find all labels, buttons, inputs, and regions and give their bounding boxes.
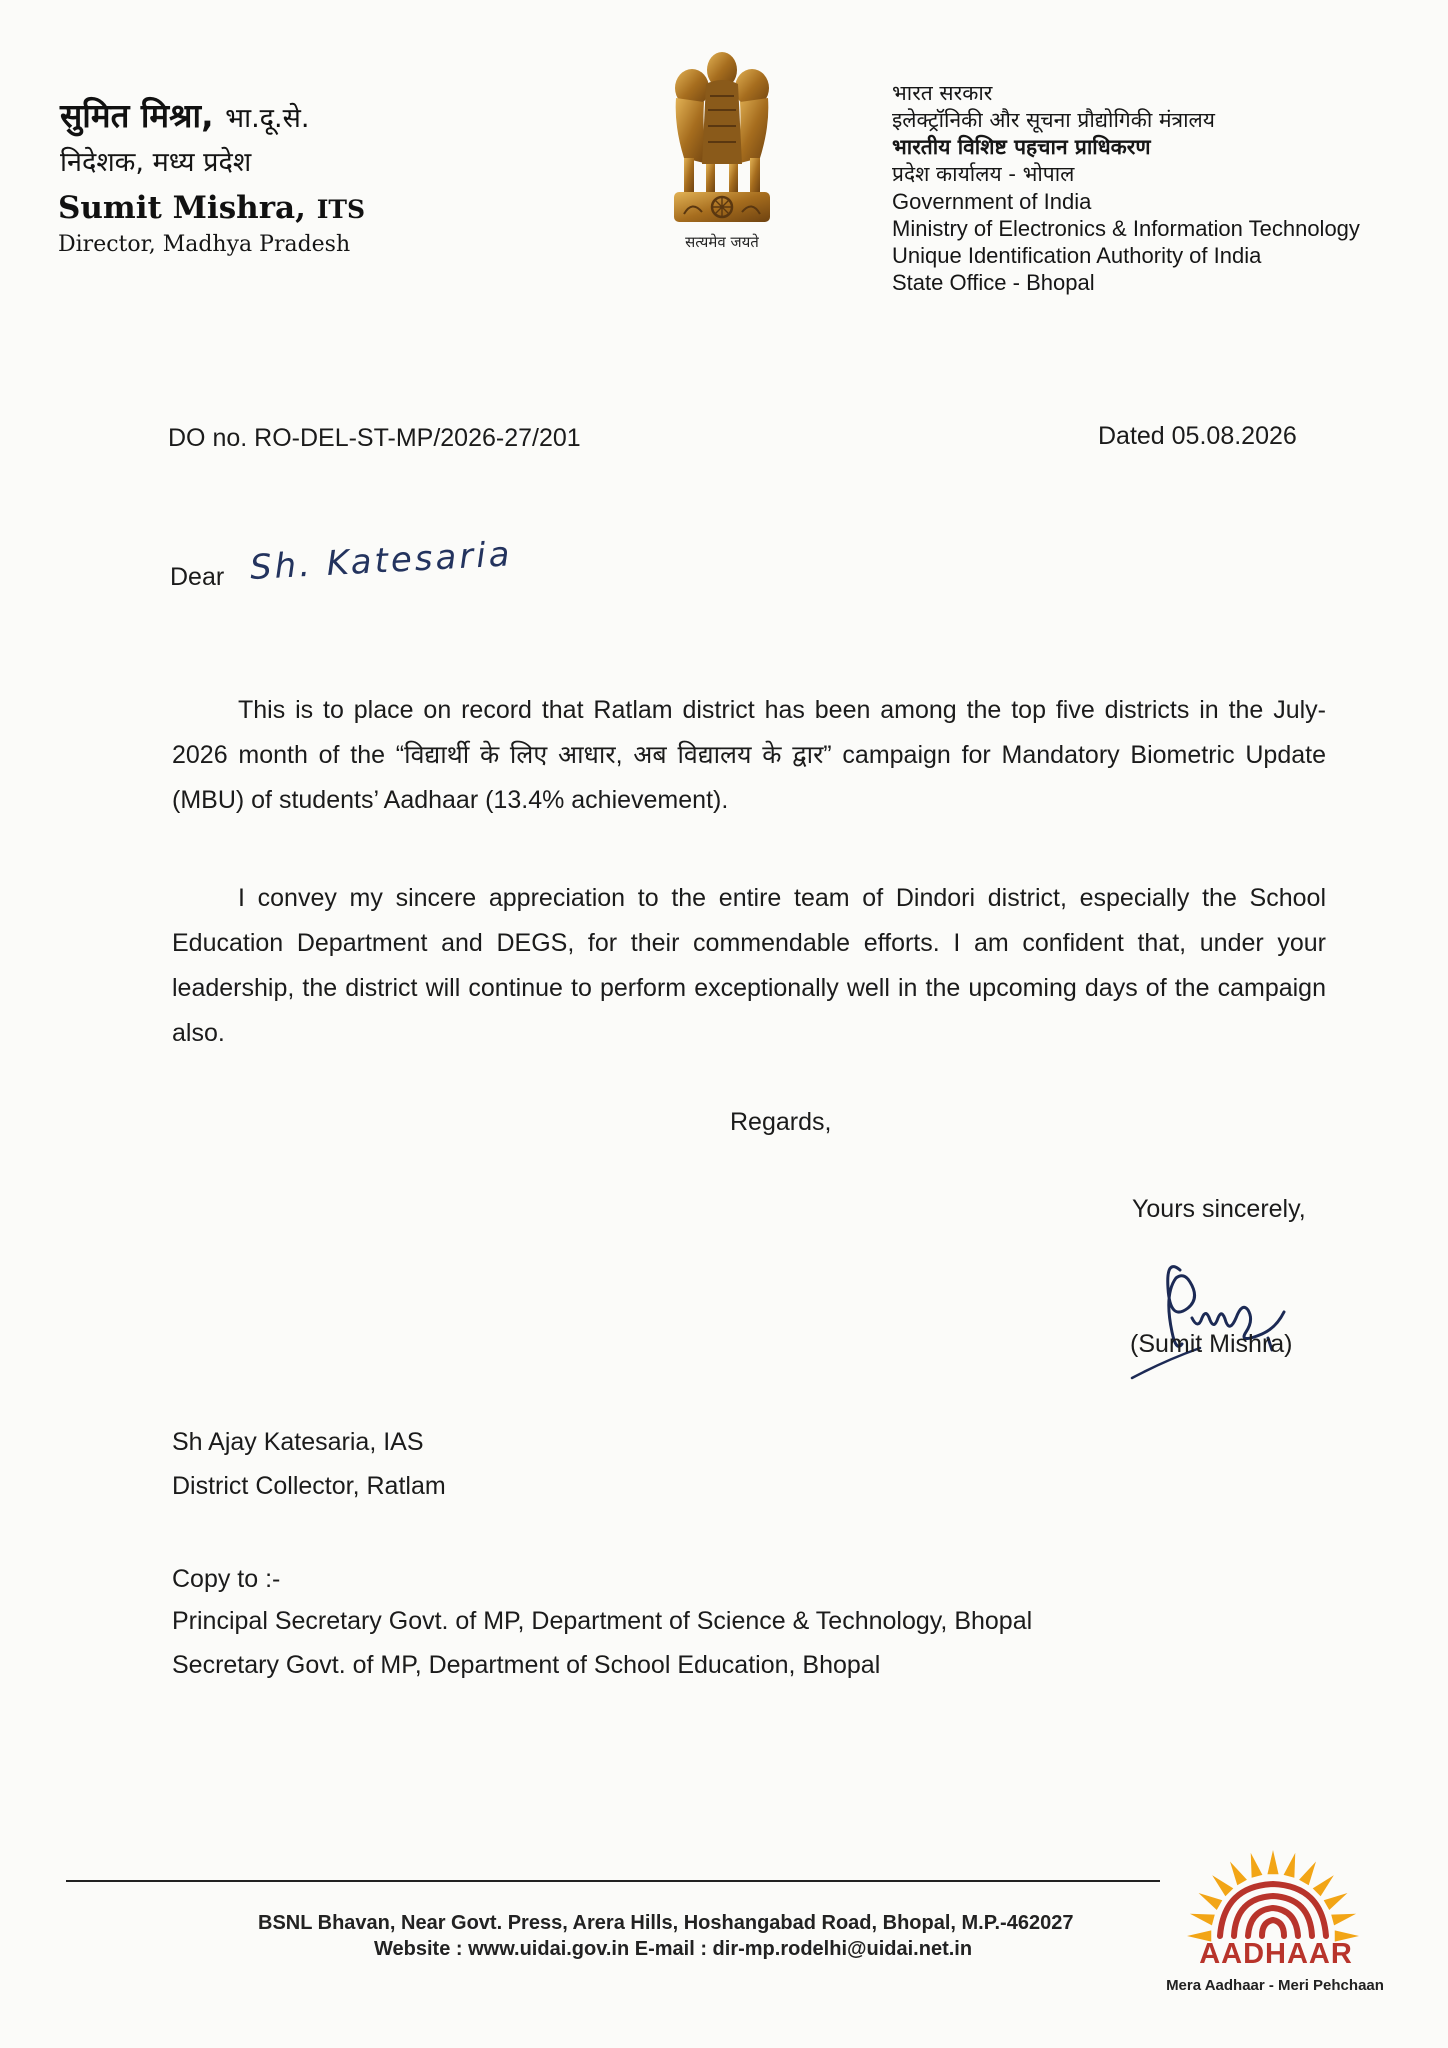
sun-ray: [1313, 1875, 1334, 1896]
salutation: Dear: [170, 563, 225, 591]
footer-address: BSNL Bhavan, Near Govt. Press, Arera Hills, Hoshangabad Road, Bhopal, M.P.-462027: [258, 1912, 1074, 1934]
org-hindi-line-3: भारतीय विशिष्ट पहचान प्राधिकरण: [892, 135, 1151, 159]
sun-ray: [1299, 1862, 1316, 1886]
org-hindi-line-2: इलेक्ट्रॉनिकी और सूचना प्रौद्योगिकी मंत्रालय: [892, 108, 1215, 132]
org-english-line-3: Unique Identification Authority of India: [892, 243, 1262, 268]
org-hindi-line-4: प्रदेश कार्यालय - भोपाल: [892, 162, 1075, 186]
org-english-line-4: State Office - Bhopal: [892, 270, 1095, 295]
copy-to-label: Copy to :-: [172, 1565, 281, 1593]
sun-ray: [1230, 1862, 1247, 1886]
yours-sincerely: Yours sincerely,: [1132, 1195, 1306, 1223]
do-number: DO no. RO-DEL-ST-MP/2026-27/201: [168, 424, 581, 452]
sun-ray: [1251, 1853, 1263, 1878]
signer-name: (Sumit Mishra): [1130, 1330, 1293, 1358]
emblem-motto: सत्यमेव जयते: [685, 233, 759, 251]
sun-ray: [1212, 1875, 1233, 1896]
sun-ray: [1331, 1914, 1356, 1926]
sender-service-english: ITS: [316, 195, 366, 224]
organization-block: [892, 80, 1360, 296]
addressee-designation: District Collector, Ratlam: [172, 1472, 446, 1500]
sun-ray: [1190, 1914, 1215, 1926]
signature-icon: [1126, 1248, 1306, 1380]
org-english-line-2: Ministry of Electronics & Information Technology: [892, 216, 1360, 241]
sender-name-hindi: सुमित मिश्रा, भा.दू.से.: [60, 96, 310, 135]
org-english-line-1: Government of India: [892, 189, 1092, 214]
addressee-name: Sh Ajay Katesaria, IAS: [172, 1428, 424, 1456]
sender-title-hindi: निदेशक, मध्य प्रदेश: [60, 147, 252, 178]
sender-title-english: Director, Madhya Pradesh: [58, 232, 351, 257]
regards: Regards,: [730, 1108, 832, 1136]
body-paragraph-2: I convey my sincere appreciation to the entire team of Dindori district, especially the School Education Department and DEGS, for their commendable efforts. I am confident that, under your leadership, the district will continue to perform exceptionally well in the upcoming days of the campaign also.: [172, 884, 1326, 1047]
sun-ray: [1267, 1850, 1278, 1874]
ashoka-emblem-icon: [662, 46, 782, 254]
handwritten-addressee: Sh. Katesaria: [248, 534, 514, 588]
sender-name-english: Sumit Mishra, ITS: [58, 190, 366, 226]
copy-to-item: Principal Secretary Govt. of MP, Department of Science & Technology, Bhopal: [172, 1607, 1033, 1635]
org-hindi-line-1: भारत सरकार: [892, 81, 993, 105]
footer-contact: Website : www.uidai.gov.in E-mail : dir-mp.rodelhi@uidai.net.in: [374, 1938, 973, 1960]
letter-date: Dated 05.08.2026: [1098, 422, 1297, 450]
footer-divider: [66, 1880, 1160, 1882]
sun-ray: [1284, 1853, 1296, 1878]
copy-to-item: Secretary Govt. of MP, Department of School Education, Bhopal: [172, 1651, 881, 1679]
aadhaar-wordmark: AADHAAR: [1199, 1938, 1353, 1970]
sender-service-hindi: भा.दू.से.: [225, 103, 310, 134]
sun-ray: [1199, 1893, 1223, 1910]
aadhaar-tagline: Mera Aadhaar - Meri Pehchaan: [1166, 1977, 1384, 1994]
body-paragraph-1: This is to place on record that Ratlam district has been among the top five districts in the July-2026 month of the “विद्यार्थी के लिए आधार, अब विद्यालय के द्वार” campaign for Mandatory Biometric Update (MBU) of students’ Aadhaar (13.4% achievement).: [172, 696, 1326, 814]
sun-ray: [1324, 1893, 1348, 1910]
